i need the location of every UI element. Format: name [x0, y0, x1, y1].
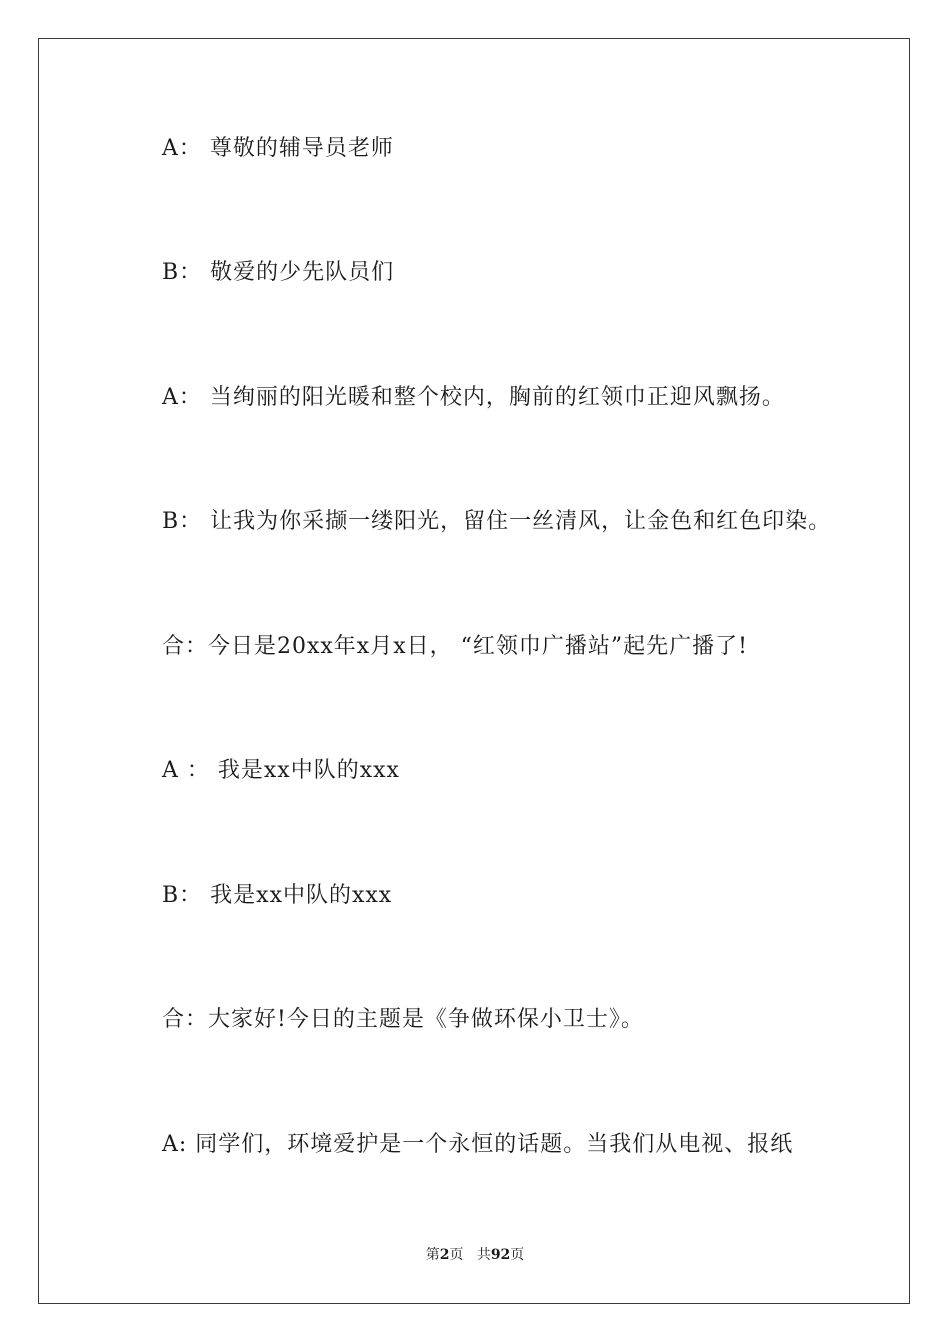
script-line: B： 敬爱的少先队员们 — [162, 260, 395, 285]
page-frame — [38, 38, 910, 1304]
script-line: A ： 我是xx中队的xxx — [162, 758, 400, 783]
script-line: 合：大家好!今日的主题是《争做环保小卫士》。 — [162, 1007, 644, 1032]
page-number: 2 — [439, 1247, 450, 1263]
script-line: A： 尊敬的辅导员老师 — [162, 136, 394, 161]
script-line: 合：今日是20xx年x月x日， “红领巾广播站”起先广播了! — [162, 634, 748, 659]
script-line: A： 当绚丽的阳光暖和整个校内，胸前的红领巾正迎风飘扬。 — [162, 385, 785, 410]
page-suffix: 页 — [449, 1247, 464, 1263]
script-line: A: 同学们，环境爱护是一个永恒的话题。当我们从电视、报纸 — [162, 1132, 794, 1157]
script-line: B： 让我为你采撷一缕阳光，留住一丝清风，让金色和红色印染。 — [162, 509, 832, 534]
total-pages: 92 — [490, 1247, 511, 1263]
page-prefix: 第 — [425, 1247, 440, 1263]
page-footer — [0, 1245, 950, 1265]
total-prefix: 共 — [476, 1247, 491, 1263]
total-suffix: 页 — [510, 1247, 525, 1263]
script-line: B： 我是xx中队的xxx — [162, 883, 393, 908]
